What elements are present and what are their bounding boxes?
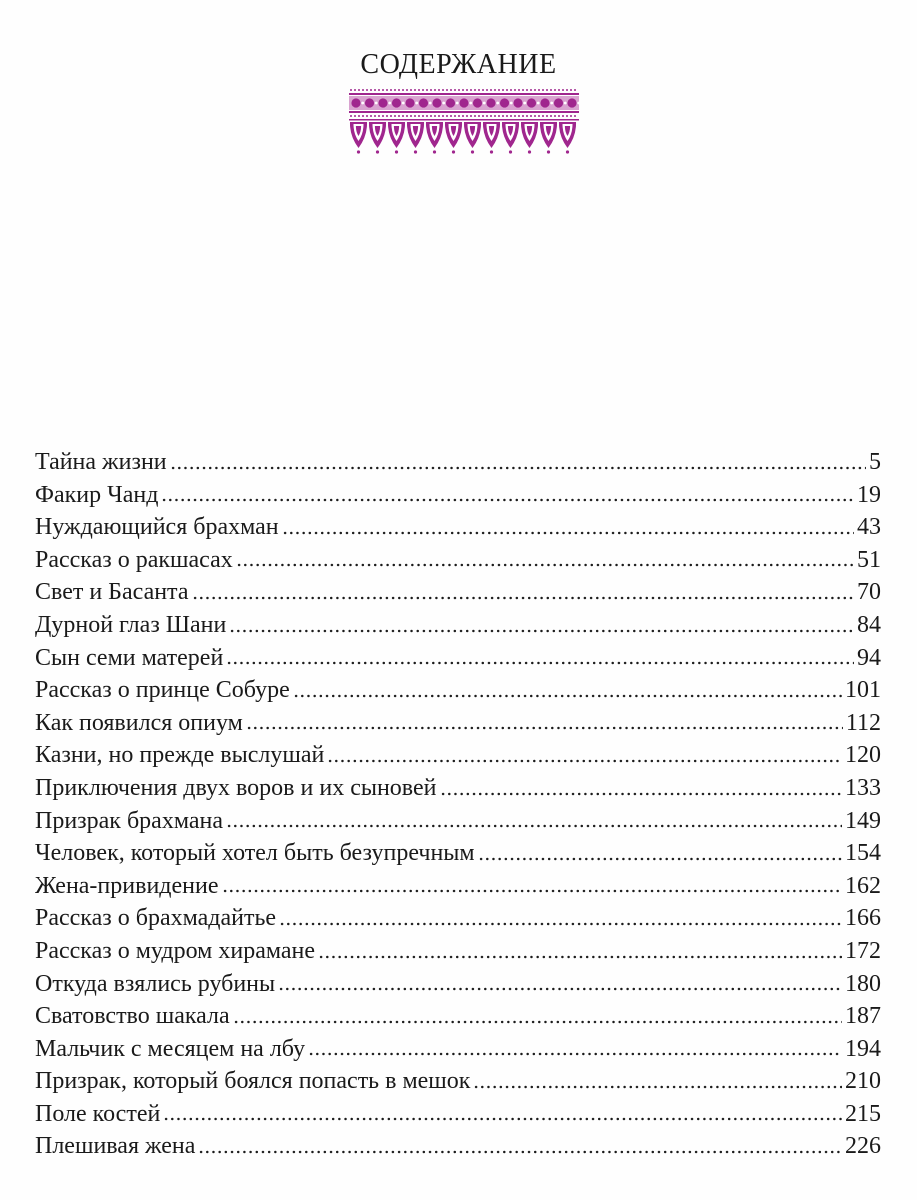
toc-entry-title: Нуждающийся брахман xyxy=(35,514,279,541)
toc-entry-page-number: 120 xyxy=(845,742,881,769)
toc-entry-title: Приключения двух воров и их сыновей xyxy=(35,774,437,801)
table-of-contents xyxy=(35,446,881,1163)
toc-entry-title: Тайна жизни xyxy=(35,449,167,475)
toc-entry xyxy=(35,479,881,512)
toc-entry xyxy=(35,837,881,870)
toc-entry-page-number: 149 xyxy=(845,807,881,834)
dot-leader xyxy=(279,919,842,929)
toc-entry xyxy=(35,805,881,838)
toc-entry xyxy=(35,772,881,805)
toc-entry-title: Свет и Басанта xyxy=(35,579,189,606)
toc-entry-title: Дурной глаз Шани xyxy=(35,611,227,638)
toc-entry-page-number: 43 xyxy=(857,514,881,541)
page-title: СОДЕРЖАНИЕ xyxy=(360,49,557,80)
toc-entry-page-number: 194 xyxy=(845,1035,881,1062)
toc-entry xyxy=(35,968,881,1001)
toc-entry-title: Поле костей xyxy=(35,1100,161,1127)
dot-leader xyxy=(278,984,842,994)
toc-entry-title: Плешивая жена xyxy=(35,1133,196,1160)
toc-entry-title: Жена-привидение xyxy=(35,872,219,899)
toc-entry xyxy=(35,1098,881,1131)
toc-entry-page-number: 133 xyxy=(845,774,881,801)
toc-entry-page-number: 162 xyxy=(845,872,881,899)
toc-entry-page-number: 154 xyxy=(845,840,881,867)
toc-entry-title: Откуда взялись рубины xyxy=(35,970,276,997)
dot-leader xyxy=(478,854,842,864)
toc-entry-page-number: 51 xyxy=(857,546,881,573)
toc-entry-page-number: 19 xyxy=(857,481,881,508)
toc-entry-title: Человек, который хотел быть безупречным xyxy=(35,840,475,867)
toc-entry xyxy=(35,609,881,642)
dot-leader xyxy=(318,952,842,962)
toc-entry-title: Рассказ о брахмадайтье xyxy=(35,905,277,932)
toc-entry xyxy=(35,576,881,609)
dot-leader xyxy=(222,886,843,896)
toc-entry-page-number: 112 xyxy=(845,709,881,736)
toc-entry xyxy=(35,902,881,935)
toc-entry xyxy=(35,1065,881,1098)
toc-entry xyxy=(35,739,881,772)
toc-entry-page-number: 101 xyxy=(845,677,881,704)
toc-entry-title: Призрак брахмана xyxy=(35,807,224,834)
dot-leader xyxy=(246,723,843,733)
toc-entry xyxy=(35,674,881,707)
toc-entry xyxy=(35,707,881,740)
dot-leader xyxy=(163,1114,842,1124)
toc-entry xyxy=(35,1033,881,1066)
toc-entry xyxy=(35,544,881,577)
toc-entry-title: Рассказ о принце Собуре xyxy=(35,677,290,704)
dot-leader xyxy=(293,691,842,701)
toc-entry-page-number: 180 xyxy=(845,970,881,997)
toc-entry-title: Рассказ о мудром хирамане xyxy=(35,937,316,964)
toc-entry-page-number: 226 xyxy=(845,1133,881,1160)
toc-entry xyxy=(35,1130,881,1163)
toc-entry-page-number: 215 xyxy=(845,1100,881,1127)
dot-leader xyxy=(440,789,843,799)
toc-entry-page-number: 172 xyxy=(845,937,881,964)
toc-entry xyxy=(35,935,881,968)
dot-leader xyxy=(198,1147,842,1157)
toc-entry-page-number: 84 xyxy=(857,611,881,638)
dot-leader xyxy=(226,821,842,831)
dot-leader xyxy=(308,1049,842,1059)
toc-entry-title: Казни, но прежде выслушай xyxy=(35,742,325,769)
dot-leader xyxy=(236,560,854,570)
toc-entry-page-number: 210 xyxy=(845,1068,881,1095)
dot-leader xyxy=(226,658,854,668)
dot-leader xyxy=(192,593,855,603)
dot-leader xyxy=(161,495,854,505)
dot-leader xyxy=(327,756,842,766)
toc-entry-title: Сватовство шакала xyxy=(35,1003,230,1030)
toc-entry xyxy=(35,870,881,903)
dot-leader xyxy=(170,463,866,473)
toc-entry-title: Факир Чанд xyxy=(35,481,159,508)
toc-entry xyxy=(35,511,881,544)
toc-entry xyxy=(35,1000,881,1033)
toc-entry-page-number: 94 xyxy=(857,644,881,671)
toc-entry-title: Призрак, который боялся попасть в мешок xyxy=(35,1068,471,1095)
toc-entry-title: Рассказ о ракшасах xyxy=(35,546,233,573)
toc-entry-page-number: 5 xyxy=(869,449,881,475)
toc-entry-page-number: 187 xyxy=(845,1003,881,1030)
dot-leader xyxy=(473,1082,842,1092)
toc-entry-title: Мальчик с месяцем на лбу xyxy=(35,1035,306,1062)
toc-entry-title: Как появился опиум xyxy=(35,709,243,736)
toc-entry xyxy=(35,446,881,479)
dot-leader xyxy=(229,626,854,636)
toc-entry-page-number: 70 xyxy=(857,579,881,606)
toc-entry-title: Сын семи матерей xyxy=(35,644,224,671)
dot-leader xyxy=(233,1017,842,1027)
toc-entry-page-number: 166 xyxy=(845,905,881,932)
toc-entry xyxy=(35,642,881,675)
dot-leader xyxy=(282,528,854,538)
decorative-border-ornament xyxy=(349,88,579,156)
